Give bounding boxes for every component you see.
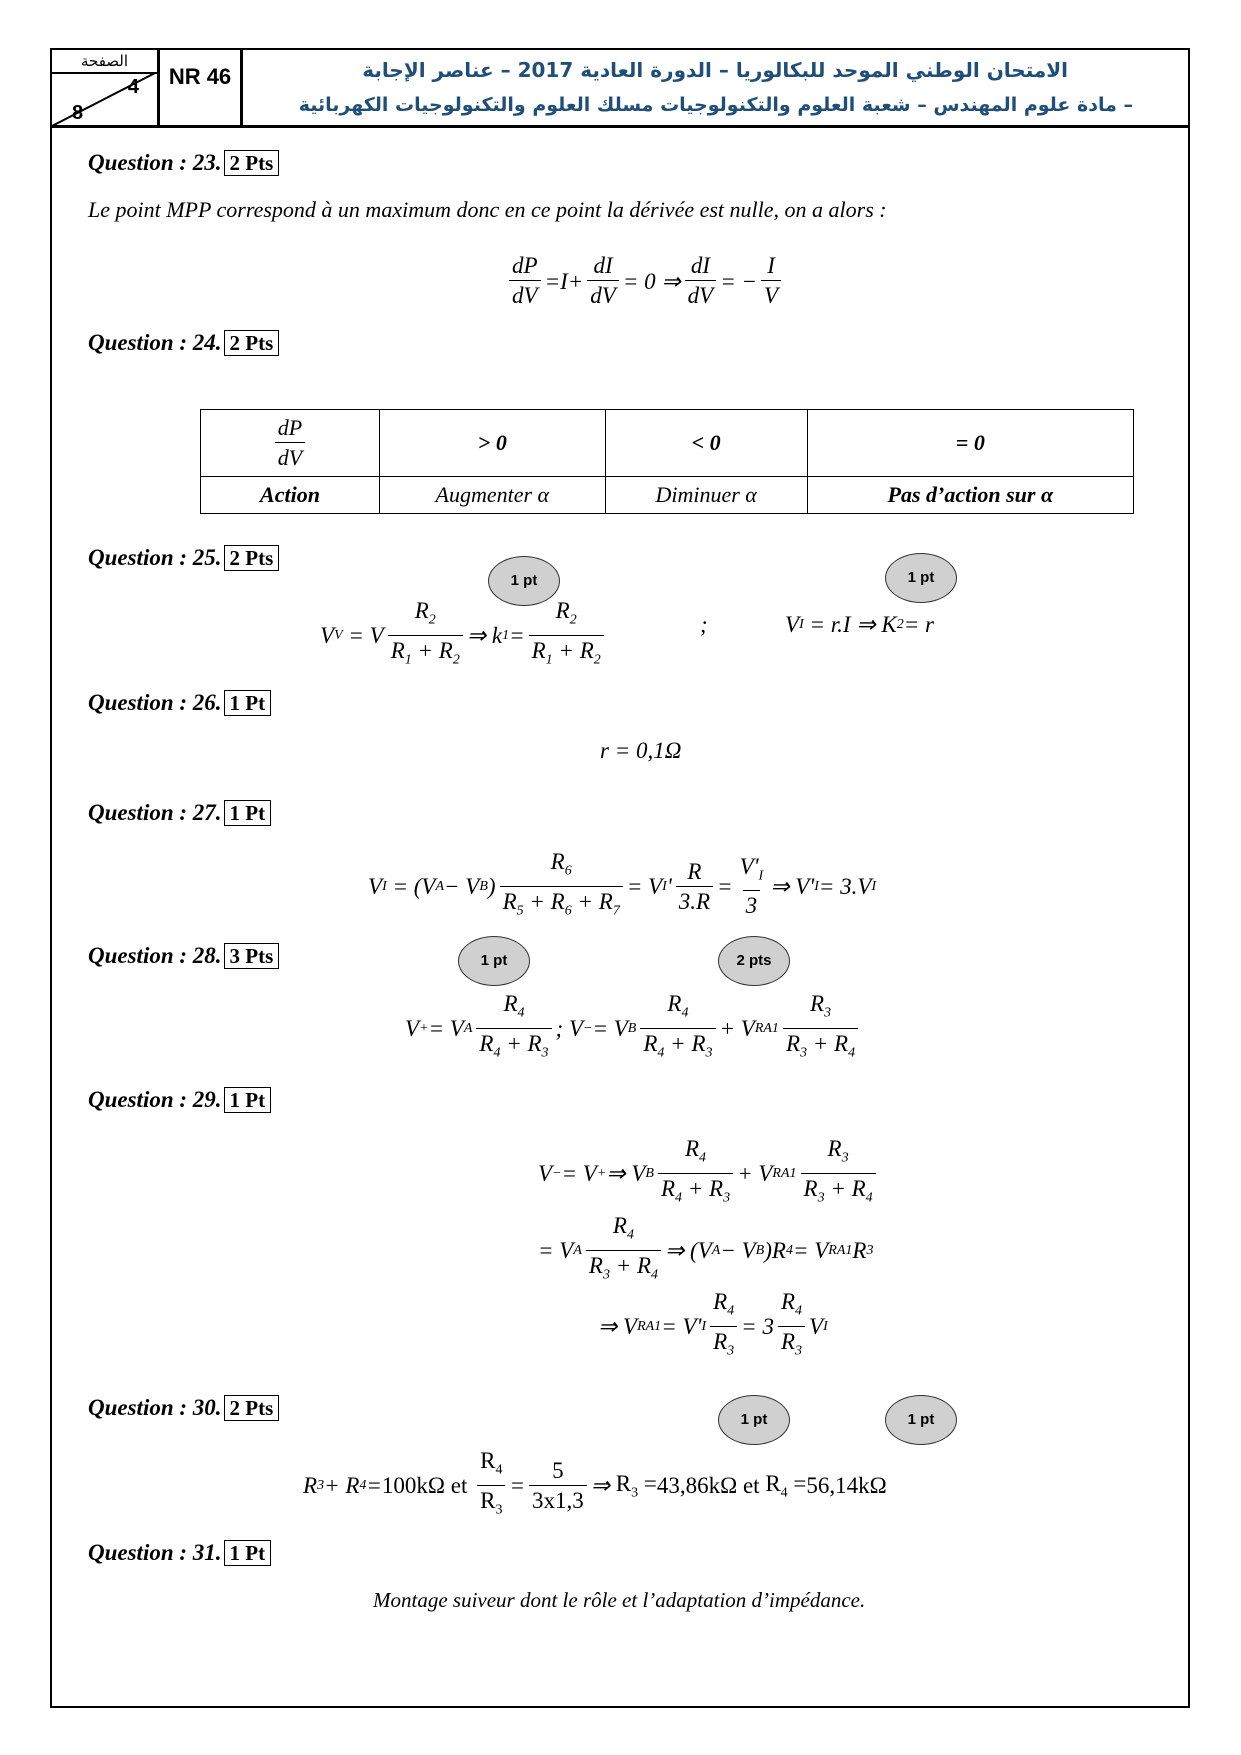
table-cell: < 0: [605, 410, 807, 477]
points-bubble: 1 pt: [718, 1395, 790, 1445]
page-header: [50, 48, 1190, 128]
table-cell: Augmenter α: [380, 477, 606, 514]
table-row-label: Action: [201, 477, 380, 514]
header-subtitle: – مادة علوم المهندس – شعبة العلوم والتكنولوجيات مسلك العلوم والتكنولوجيات الكهربائية: [298, 94, 1133, 116]
table-cell: = 0: [807, 410, 1133, 477]
question-24: [88, 330, 279, 356]
q25-equation-1: V V = V $\frac{R_2}{R_1 + R_2}$ ⇒ k 1 = $\frac{R_2}{R_1 + R_2}$: [320, 597, 608, 675]
question-30: [88, 1395, 279, 1421]
question-label: Question : 24.: [88, 330, 222, 355]
points-badge: 2 Pts: [224, 545, 280, 571]
page-current: 4: [127, 76, 139, 98]
q28-equation: V + = V A $\frac{R_4}{R_4 + R_3}$ ; V − = V B $\frac{R_4}{R_4 + R_3}$ + V RA1 $\frac{R_3}{R_3 + R_4}$: [405, 990, 862, 1068]
question-27: [88, 800, 271, 826]
question-26: [88, 690, 271, 716]
table-cell: > 0: [380, 410, 606, 477]
q27-equation: V I = (V A − V B ) $\frac{R_6}{R_5 + R_6 + R_7}$ = V I ' $\frac{R}{3.R}$ = $\frac{V'_I}{3}$ ⇒ V' I = 3.V I: [368, 848, 876, 926]
question-label: Question : 30.: [88, 1395, 222, 1420]
points-bubble: 1 pt: [458, 936, 530, 986]
question-25: [88, 545, 279, 571]
page-total: 8: [72, 102, 84, 124]
question-label: Question : 28.: [88, 943, 222, 968]
question-label: Question : 27.: [88, 800, 222, 825]
question-label: Question : 26.: [88, 690, 222, 715]
q25-separator: ;: [700, 612, 708, 637]
points-badge: 2 Pts: [224, 1395, 280, 1421]
points-badge: 1 Pt: [224, 800, 272, 826]
points-bubble: 1 pt: [885, 1395, 957, 1445]
question-23: [88, 150, 279, 176]
question-label: Question : 25.: [88, 545, 222, 570]
q25-equation-2: V I = r.I ⇒ K 2 = r: [785, 612, 934, 637]
question-label: Question : 31.: [88, 1540, 222, 1565]
q29-equation-line3: ⇒ V RA1 = V' I $\frac{R_4}{R_3}$ = 3 $\frac{R_4}{R_3}$ V I: [598, 1288, 828, 1366]
q26-equation: r = 0,1Ω: [600, 738, 682, 763]
q23-equation: $\frac{dP}{dV}$ = I + $\frac{dI}{dV}$ = 0 ⇒ $\frac{dI}{dV}$ = − $\frac{I}{V}$: [505, 252, 785, 311]
points-badge: 3 Pts: [224, 943, 280, 969]
header-title: الامتحان الوطني الموحد للبكالوريا – الدورة العادية 2017 – عناصر الإجابة: [362, 58, 1068, 82]
table-cell: Diminuer α: [605, 477, 807, 514]
action-table: [200, 409, 1134, 514]
points-bubble: 2 pts: [718, 936, 790, 986]
question-28: [88, 943, 279, 969]
points-badge: 2 Pts: [224, 330, 280, 356]
points-bubble: 1 pt: [488, 556, 560, 606]
q29-equation-line1: V − = V + ⇒ V B $\frac{R_4}{R_4 + R_3}$ + V RA1 $\frac{R_3}{R_3 + R_4}$: [538, 1135, 880, 1213]
q30-equation: R 3 + R 4 = 100kΩ et $\frac{R_4}{R_3}$ = $\frac{5}{3x1,3}$ ⇒ $R_3$ = 43,86kΩ et $R_4$ = 56,14kΩ: [303, 1447, 887, 1525]
question-label: Question : 29.: [88, 1087, 222, 1112]
points-badge: 2 Pts: [224, 150, 280, 176]
q29-equation-line2: = V A $\frac{R_4}{R_3 + R_4}$ ⇒ (V A − V B )R 4 = V RA1 R 3: [538, 1212, 873, 1290]
table-header-derivative: $\frac{dP}{dV}$: [201, 410, 380, 477]
page-divider: [52, 72, 157, 126]
points-badge: 1 Pt: [224, 690, 272, 716]
points-badge: 1 Pt: [224, 1540, 272, 1566]
q31-text: Montage suiveur dont le rôle et l’adaptation d’impédance.: [373, 1588, 866, 1612]
q23-text: Le point MPP correspond à un maximum donc en ce point la dérivée est nulle, on a alors :: [88, 197, 887, 222]
points-bubble: 1 pt: [885, 553, 957, 603]
points-badge: 1 Pt: [224, 1087, 272, 1113]
question-29: [88, 1087, 271, 1113]
table-cell: Pas d’action sur α: [807, 477, 1133, 514]
exam-code: NR 46: [160, 50, 243, 126]
question-31: [88, 1540, 271, 1566]
page-number-box: [52, 50, 160, 126]
question-label: Question : 23.: [88, 150, 222, 175]
page-label: الصفحة: [52, 50, 157, 74]
